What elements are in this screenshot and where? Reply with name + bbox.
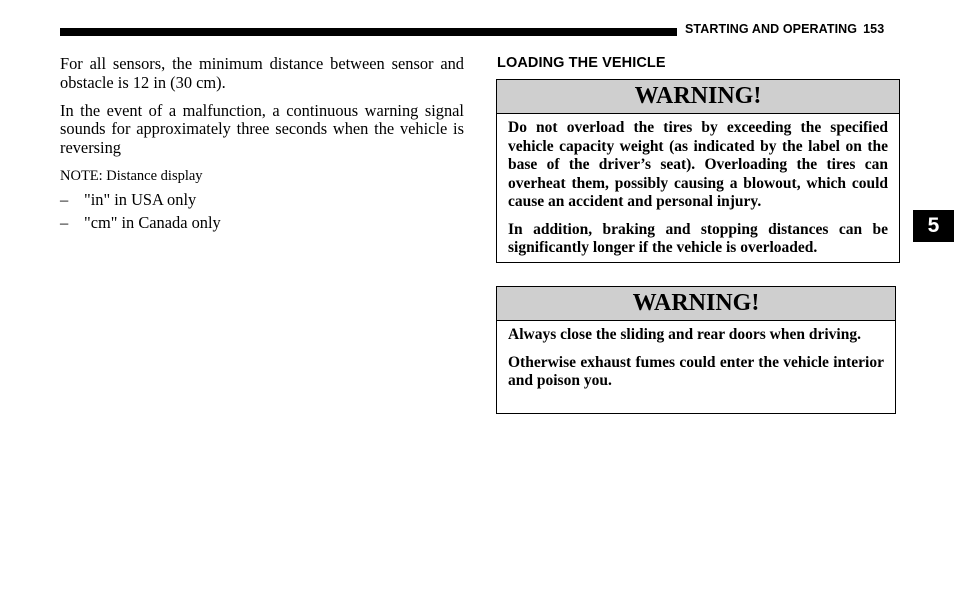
list-item-text: "cm" in Canada only — [84, 212, 221, 232]
list-item — [60, 191, 464, 210]
warning-title: WARNING! — [497, 80, 899, 114]
warning-paragraph: Always close the sliding and rear doors when driving. — [508, 326, 861, 343]
header-section-title: STARTING AND OPERATING — [685, 22, 858, 36]
section-title-loading-vehicle: LOADING THE VEHICLE — [497, 55, 666, 71]
paragraph-malfunction: In the event of a malfunction, a continuous warning signal sounds for approximately three seconds when the vehicle is reversing — [60, 100, 464, 158]
paragraph-sensor-distance: For all sensors, the minimum distance between sensor and obstacle is 12 in (30 cm). — [60, 54, 464, 92]
warning-box-overload — [496, 79, 900, 263]
warning-body — [497, 114, 899, 258]
left-column — [60, 55, 464, 236]
note-distance-display: NOTE: Distance display — [60, 167, 203, 184]
page-number: 153 — [863, 22, 885, 36]
warning-body — [497, 321, 895, 391]
header-rule — [60, 28, 677, 36]
warning-box-doors — [496, 286, 896, 414]
list-item — [60, 214, 464, 233]
warning-paragraph: Do not overload the tires by exceeding the specified vehicle capacity weight (as indicated by the label on the base of the driver’s seat). Overloading the tires can overheat them, possibly causing a blowout, which could cause an accident and personal injury. — [508, 119, 888, 210]
warning-paragraph: Otherwise exhaust fumes could enter the vehicle interior and poison you. — [508, 353, 884, 389]
warning-paragraph: In addition, braking and stopping distances can be significantly longer if the vehicle is overloaded. — [508, 220, 888, 256]
list-item-text: "in" in USA only — [84, 189, 197, 209]
list-dash: – — [60, 212, 69, 232]
running-header — [685, 22, 884, 36]
chapter-tab: 5 — [913, 210, 954, 242]
warning-title: WARNING! — [497, 287, 895, 321]
list-dash: – — [60, 189, 69, 209]
